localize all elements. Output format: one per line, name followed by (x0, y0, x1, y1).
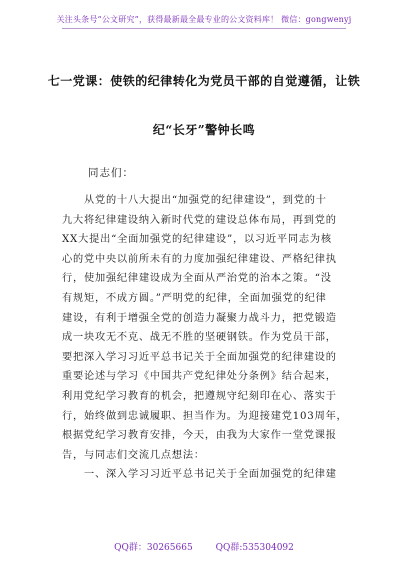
body-line: 行，始终做到忠诚履职、担当作为。为迎接建党103周年， (62, 410, 348, 422)
footer-contacts (0, 540, 408, 553)
body-line: 根据党纪学习教育安排，今天，由我为大家作一堂党课报 (62, 430, 337, 442)
body-line: 从党的十八大提出“加强党的纪律建设”，到党的十 (84, 195, 327, 206)
footer-qq-group-2: QQ群:535304092 (215, 543, 294, 553)
document-title-line-2: 纪“长牙”警钟长鸣 (152, 123, 256, 137)
body-line: 行，使加强纪律建设成为全面从严治党的治本之策。“没 (62, 273, 332, 285)
section-heading-line: 一、深入学习习近平总书记关于全面加强党的纪律建 (84, 469, 337, 481)
header-divider (62, 28, 346, 29)
body-line: 心的党中央以前所未有的力度加强纪律建设、严格纪律执 (62, 253, 337, 265)
body-line: 利用党纪学习教育的机会，把遵规守纪刻印在心、落实于 (62, 390, 337, 402)
body-line: 重要论述与学习《中国共产党纪律处分条例》结合起来， (62, 371, 337, 383)
document-title-line-1: 七一党课：使铁的纪律转化为党员干部的自觉遵循，让铁 (47, 74, 361, 88)
body-line: 九大将纪律建设纳入新时代党的建设总体布局，再到党的 (62, 214, 337, 226)
body-line: 要把深入学习习近平总书记关于全面加强党的纪律建设的 (62, 351, 337, 363)
body-line: XX大提出“全面加强党的纪律建设”，以习近平同志为核 (62, 234, 332, 246)
footer-qq-group-1: QQ群：30265665 (114, 543, 193, 553)
header-banner: 关注头条号“公文研究”，获得最新最全最专业的公文资料库！ 微信：gongwenyj (56, 15, 352, 24)
salutation: 同志们： (88, 167, 134, 179)
body-paragraphs (62, 191, 350, 485)
body-line: 告，与同志们交流几点想法： (62, 449, 205, 461)
body-line: 有规矩，不成方圆。”严明党的纪律，全面加强党的纪律 (62, 292, 327, 304)
body-line: 建设，有利于增强全党的创造力凝聚力战斗力，把党锻造 (62, 312, 337, 324)
body-line: 成一块攻无不克、战无不胜的坚硬钢铁。作为党员干部， (62, 332, 337, 344)
